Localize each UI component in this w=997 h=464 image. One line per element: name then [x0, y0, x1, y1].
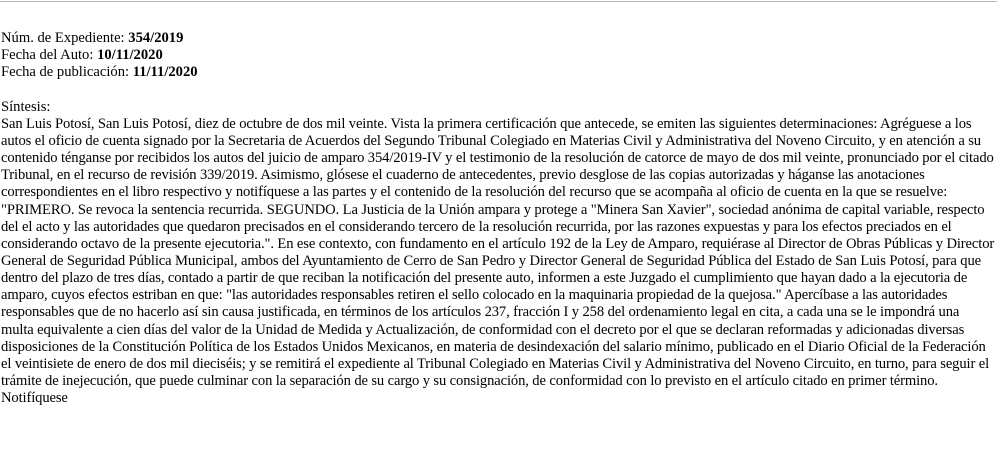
fecha-auto-line	[1, 47, 995, 64]
sintesis-body: San Luis Potosí, San Luis Potosí, diez de octubre de dos mil veinte. Vista la primera certificación que antecede, se emiten las siguientes determinaciones: Agréguese a los autos el oficio de cuenta signado por la Secretaria de Acuerdos del Segundo Tribunal Colegiado en Materias Civil y Administrativa del Noveno Circuito, y en atención a su contenido ténganse por recibidos los autos del juicio de amparo 354/2019-IV y el testimonio de la resolución de catorce de mayo de dos mil veinte, pronunciado por el citado Tribunal, en el recurso de revisión 339/2019. Asimismo, glósese el cuaderno de antecedentes, previo desglose de las copias autorizadas y háganse las anotaciones correspondientes en el libro respectivo y notifíquese a las partes y el contenido de la resolución del recurso que se acompaña al oficio de cuenta en la que se resuelve: "PRIMERO. Se revoca la sentencia recurrida. SEGUNDO. La Justicia de la Unión ampara y protege a "Minera San Xavier", sociedad anónima de capital variable, respecto del el acto y las autoridades que quedaron precisados en el considerando tercero de la resolución recurrida, por las razones expuestas y para los efectos preciados en el considerando octavo de la presente ejecutoria.". En ese contexto, con fundamento en el artículo 192 de la Ley de Amparo, requiérase al Director de Obras Públicas y Director General de Seguridad Pública Municipal, ambos del Ayuntamiento de Cerro de San Pedro y Director General de Seguridad Pública del Estado de San Luis Potosí, para que dentro del plazo de tres días, contado a partir de que reciban la notificación del presente auto, informen a este Juzgado el cumplimiento que hayan dado a la ejecutoria de amparo, cuyos efectos estriban en que: "las autoridades responsables retiren el sello colocado en la maquinaria propiedad de la quejosa." Apercíbase a las autoridades responsables que de no hacerlo así sin causa justificada, en términos de los artículos 237, fracción I y 258 del ordenamiento legal en cita, a cada una se le impondrá una multa equivalente a cien días del valor de la Unidad de Medida y Actualización, de conformidad con el decreto por el que se declaran reformadas y adicionadas diversas disposiciones de la Constitución Política de los Estados Unidos Mexicanos, en materia de desindexación del salario mínimo, publicado en el Diario Oficial de la Federación el veintisiete de enero de dos mil dieciséis; y se remitirá el expediente al Tribunal Colegiado en Materias Civil y Administrativa del Noveno Circuito, en turno, para seguir el trámite de inejecución, que puede culminar con la separación de su cargo y su consignación, de conformidad con lo previsto en el artículo citado en primer término. Notifíquese	[1, 115, 995, 407]
expediente-line	[1, 30, 995, 47]
fecha-auto-value: 10/11/2020	[97, 47, 163, 64]
expediente-value: 354/2019	[128, 30, 184, 46]
sintesis-label: Síntesis:	[1, 98, 51, 115]
expediente-label: Núm. de Expediente:	[1, 30, 129, 46]
fecha-publicacion-line	[1, 64, 995, 81]
top-divider	[0, 1, 997, 2]
fecha-publicacion-label: Fecha de publicación:	[1, 64, 133, 81]
blank-line	[1, 81, 995, 98]
publication-record	[1, 30, 995, 407]
fecha-publicacion-value: 11/11/2020	[132, 64, 198, 81]
fecha-auto-label: Fecha del Auto:	[1, 47, 98, 64]
